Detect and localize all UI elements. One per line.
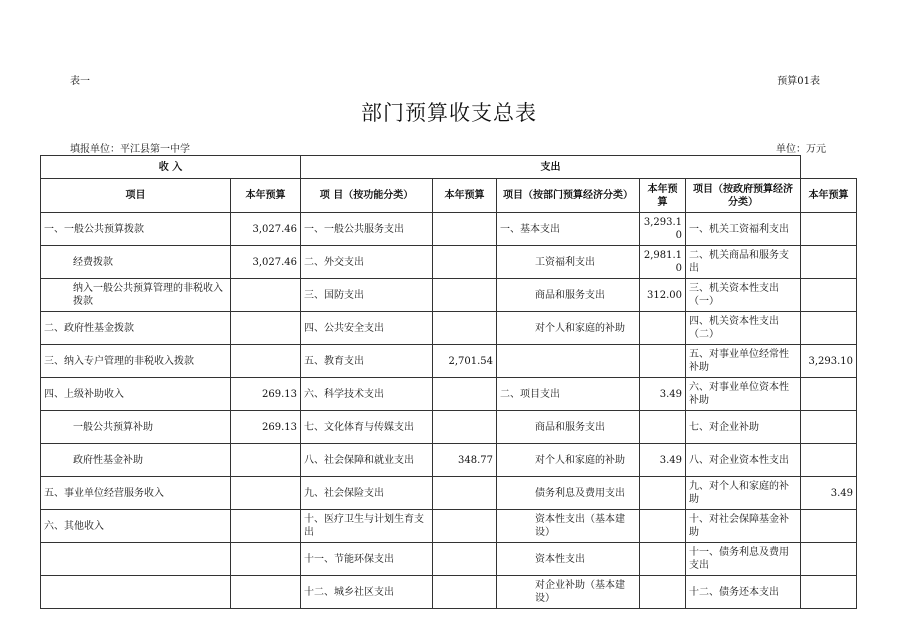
income-budget-cell xyxy=(231,444,301,477)
table-row xyxy=(41,411,857,444)
functional-item-cell: 五、教育支出 xyxy=(301,345,433,378)
income-budget-cell: 3,027.46 xyxy=(231,246,301,279)
dept-economic-item-cell: 对企业补助（基本建设） xyxy=(497,576,640,609)
dept-economic-item-cell: 一、基本支出 xyxy=(497,213,640,246)
column-header-row xyxy=(41,179,857,213)
functional-item-cell: 七、文化体育与传媒支出 xyxy=(301,411,433,444)
functional-item-cell: 十一、节能环保支出 xyxy=(301,543,433,576)
gov-economic-budget-cell xyxy=(801,510,857,543)
dept-economic-budget-cell: 3.49 xyxy=(640,378,686,411)
table-row xyxy=(41,444,857,477)
gov-economic-item-cell: 二、机关商品和服务支出 xyxy=(686,246,801,279)
income-item-cell xyxy=(41,543,231,576)
dept-economic-item-cell: 二、项目支出 xyxy=(497,378,640,411)
dept-economic-budget-cell xyxy=(640,510,686,543)
functional-item-cell: 四、公共安全支出 xyxy=(301,312,433,345)
gov-economic-budget-cell xyxy=(801,213,857,246)
dept-economic-budget-cell: 3.49 xyxy=(640,444,686,477)
gov-economic-item-cell: 十、对社会保障基金补助 xyxy=(686,510,801,543)
header-gap-cell xyxy=(801,156,857,179)
gov-economic-budget-cell xyxy=(801,378,857,411)
functional-item-cell: 十二、城乡社区支出 xyxy=(301,576,433,609)
dept-economic-item-cell: 资本性支出（基本建设） xyxy=(497,510,640,543)
col-header-income-budget: 本年预算 xyxy=(231,179,301,213)
income-budget-cell xyxy=(231,510,301,543)
dept-economic-budget-cell: 3,293.10 xyxy=(640,213,686,246)
dept-economic-item-cell: 商品和服务支出 xyxy=(497,279,640,312)
dept-economic-item-cell: 对个人和家庭的补助 xyxy=(497,444,640,477)
functional-budget-cell xyxy=(433,510,497,543)
gov-economic-budget-cell xyxy=(801,543,857,576)
currency-unit: 单位：万元 xyxy=(776,144,826,155)
gov-economic-budget-cell xyxy=(801,279,857,312)
dept-economic-item-cell: 对个人和家庭的补助 xyxy=(497,312,640,345)
table-row xyxy=(41,345,857,378)
functional-budget-cell xyxy=(433,576,497,609)
dept-economic-budget-cell xyxy=(640,543,686,576)
gov-economic-item-cell: 三、机关资本性支出（一） xyxy=(686,279,801,312)
gov-economic-item-cell: 十二、债务还本支出 xyxy=(686,576,801,609)
gov-economic-budget-cell xyxy=(801,576,857,609)
table-row xyxy=(41,246,857,279)
col-header-functional-budget: 本年预算 xyxy=(433,179,497,213)
table-row xyxy=(41,213,857,246)
income-item-cell xyxy=(41,576,231,609)
dept-economic-item-cell xyxy=(497,345,640,378)
functional-item-cell: 九、社会保险支出 xyxy=(301,477,433,510)
functional-item-cell: 二、外交支出 xyxy=(301,246,433,279)
table-row xyxy=(41,477,857,510)
dept-economic-budget-cell: 2,981.10 xyxy=(640,246,686,279)
gov-economic-item-cell: 一、机关工资福利支出 xyxy=(686,213,801,246)
income-budget-cell xyxy=(231,279,301,312)
income-section-header: 收 入 xyxy=(41,156,301,179)
col-header-dept-economic-budget: 本年预算 xyxy=(640,179,686,213)
income-item-cell: 三、纳入专户管理的非税收入拨款 xyxy=(41,345,231,378)
form-code-label: 预算01表 xyxy=(777,76,820,87)
gov-economic-item-cell: 五、对事业单位经常性补助 xyxy=(686,345,801,378)
income-item-cell: 二、政府性基金拨款 xyxy=(41,312,231,345)
col-header-income-item: 项目 xyxy=(41,179,231,213)
dept-economic-item-cell: 工资福利支出 xyxy=(497,246,640,279)
income-item-cell: 五、事业单位经营服务收入 xyxy=(41,477,231,510)
col-header-dept-economic-item: 项目（按部门预算经济分类） xyxy=(497,179,640,213)
functional-item-cell: 八、社会保障和就业支出 xyxy=(301,444,433,477)
dept-economic-item-cell: 资本性支出 xyxy=(497,543,640,576)
functional-budget-cell: 348.77 xyxy=(433,444,497,477)
table-row xyxy=(41,543,857,576)
gov-economic-budget-cell xyxy=(801,246,857,279)
table-row xyxy=(41,576,857,609)
functional-budget-cell xyxy=(433,477,497,510)
table-row xyxy=(41,279,857,312)
income-item-cell: 一、一般公共预算拨款 xyxy=(41,213,231,246)
budget-summary-table xyxy=(40,155,857,609)
income-budget-cell xyxy=(231,543,301,576)
dept-economic-budget-cell xyxy=(640,345,686,378)
income-item-cell: 政府性基金补助 xyxy=(41,444,231,477)
reporting-unit: 填报单位：平江县第一中学 xyxy=(70,144,190,155)
income-budget-cell: 269.13 xyxy=(231,378,301,411)
dept-economic-item-cell: 商品和服务支出 xyxy=(497,411,640,444)
gov-economic-budget-cell: 3.49 xyxy=(801,477,857,510)
functional-budget-cell xyxy=(433,279,497,312)
functional-item-cell: 六、科学技术支出 xyxy=(301,378,433,411)
income-item-cell: 六、其他收入 xyxy=(41,510,231,543)
dept-economic-budget-cell: 312.00 xyxy=(640,279,686,312)
gov-economic-budget-cell xyxy=(801,312,857,345)
gov-economic-item-cell: 九、对个人和家庭的补助 xyxy=(686,477,801,510)
expense-section-header: 支出 xyxy=(301,156,801,179)
functional-item-cell: 十、医疗卫生与计划生育支出 xyxy=(301,510,433,543)
functional-budget-cell xyxy=(433,312,497,345)
functional-item-cell: 三、国防支出 xyxy=(301,279,433,312)
gov-economic-item-cell: 四、机关资本性支出（二） xyxy=(686,312,801,345)
income-budget-cell: 3,027.46 xyxy=(231,213,301,246)
gov-economic-budget-cell xyxy=(801,444,857,477)
gov-economic-item-cell: 六、对事业单位资本性补助 xyxy=(686,378,801,411)
income-budget-cell xyxy=(231,312,301,345)
income-item-cell: 四、上级补助收入 xyxy=(41,378,231,411)
functional-budget-cell xyxy=(433,213,497,246)
col-header-gov-economic-item: 项目（按政府预算经济分类） xyxy=(686,179,801,213)
table-row xyxy=(41,510,857,543)
income-budget-cell xyxy=(231,576,301,609)
functional-budget-cell xyxy=(433,411,497,444)
section-header-row xyxy=(41,156,857,179)
dept-economic-budget-cell xyxy=(640,411,686,444)
income-budget-cell xyxy=(231,345,301,378)
functional-budget-cell xyxy=(433,378,497,411)
page-title: 部门预算收支总表 xyxy=(361,101,537,125)
income-item-cell: 纳入一般公共预算管理的非税收入拨款 xyxy=(41,279,231,312)
col-header-functional-item: 项 目（按功能分类） xyxy=(301,179,433,213)
table-number-label: 表一 xyxy=(70,76,90,87)
gov-economic-item-cell: 七、对企业补助 xyxy=(686,411,801,444)
dept-economic-budget-cell xyxy=(640,312,686,345)
functional-budget-cell xyxy=(433,543,497,576)
table-row xyxy=(41,378,857,411)
table-row xyxy=(41,312,857,345)
functional-item-cell: 一、一般公共服务支出 xyxy=(301,213,433,246)
gov-economic-budget-cell: 3,293.10 xyxy=(801,345,857,378)
col-header-gov-economic-budget: 本年预算 xyxy=(801,179,857,213)
income-budget-cell xyxy=(231,477,301,510)
dept-economic-budget-cell xyxy=(640,477,686,510)
gov-economic-item-cell: 八、对企业资本性支出 xyxy=(686,444,801,477)
functional-budget-cell: 2,701.54 xyxy=(433,345,497,378)
income-budget-cell: 269.13 xyxy=(231,411,301,444)
gov-economic-budget-cell xyxy=(801,411,857,444)
functional-budget-cell xyxy=(433,246,497,279)
dept-economic-budget-cell xyxy=(640,576,686,609)
income-item-cell: 经费拨款 xyxy=(41,246,231,279)
income-item-cell: 一般公共预算补助 xyxy=(41,411,231,444)
gov-economic-item-cell: 十一、债务利息及费用支出 xyxy=(686,543,801,576)
dept-economic-item-cell: 债务利息及费用支出 xyxy=(497,477,640,510)
